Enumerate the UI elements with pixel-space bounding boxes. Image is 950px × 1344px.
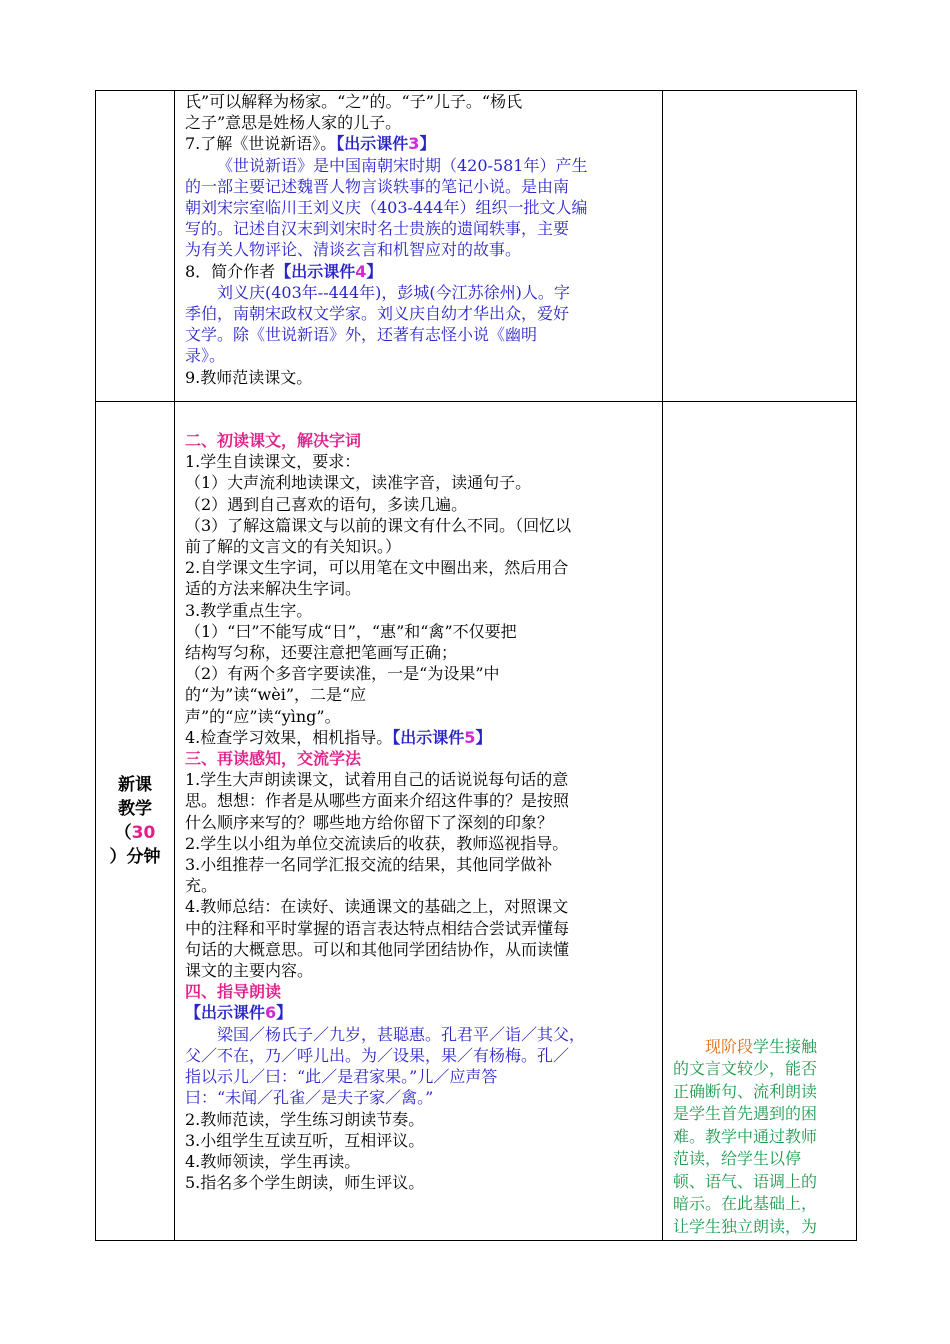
content-cell-intro [175, 91, 663, 402]
text-line: 中的注释和平时掌握的语言表达特点相结合尝试弄懂每 [185, 918, 570, 938]
text-line: 1.学生大声朗读课文，试着用自己的话说说每句话的意 [185, 770, 569, 790]
courseware-tag: 【出示课件3】 [336, 134, 436, 154]
shishuo-paragraph-line: 的一部主要记述魏晋人物言谈轶事的笔记小说。是由南 [185, 176, 570, 196]
table-row [96, 91, 857, 402]
section-heading: 四、指导朗读 [185, 982, 282, 1002]
text-line: 思。想想：作者是从哪些方面来介绍这件事的？是按照 [185, 791, 570, 811]
shishuo-paragraph-line: 为有关人物评论、清谈玄言和机智应对的故事。 [185, 240, 522, 260]
text-line: 氏”可以解释为杨家。“之”的。“子”儿子。“杨氏 [185, 92, 523, 111]
text-line: （3）了解这篇课文与以前的课文有什么不同。（回忆以 [185, 515, 572, 535]
author-paragraph-line: 文学。除《世说新语》外，还著有志怪小说《幽明 [185, 325, 538, 345]
section-heading: 三、再读感知，交流学法 [185, 749, 362, 769]
courseware-tag: 【出示课件5】 [392, 727, 492, 747]
table-row [96, 402, 857, 1241]
text-line: 4.教师总结：在读好、读通课文的基础之上，对照课文 [185, 897, 569, 917]
shishuo-paragraph-line: 写的。记述自汉末到刘宋时名士贵族的遗闻轶事，主要 [185, 219, 570, 239]
text-line: 前了解的文言文的有关知识。） [185, 537, 402, 557]
note-cell-empty [663, 91, 857, 402]
text-line: （1）“曰”不能写成“日”，“惠”和“禽”不仅要把 [185, 621, 517, 641]
shishuo-paragraph-line: 朝刘宋宗室临川王刘义庆（403-444年）组织一批文人编 [185, 198, 588, 218]
reading-line: 曰：“未闻／孔雀／是夫子家／禽。” [185, 1088, 434, 1108]
text-line: （1）大声流利地读课文，读准字音，读通句子。 [185, 473, 532, 493]
author-paragraph-line: 录》。 [185, 346, 226, 366]
text-line: 5.指名多个学生朗读，师生评议。 [185, 1173, 425, 1193]
section-heading: 二、初读课文，解决字词 [185, 431, 362, 450]
text-line: 2.教师范读，学生练习朗读节奏。 [185, 1109, 425, 1129]
note-cell [663, 402, 857, 1241]
text-line: （2）有两个多音字要读准，一是“为设果”中 [185, 664, 500, 684]
text-line: 适的方法来解决生字词。 [185, 579, 362, 599]
text-line: 3.小组学生互读互听，互相评议。 [185, 1130, 425, 1150]
text-line: 之子”意思是姓杨人家的儿子。 [185, 113, 402, 133]
stage-cell-empty [96, 91, 175, 402]
teaching-note: 现阶段学生接触 的文言文较少，能否 正确断句、流利朗读 是学生首先遇到的困 难。教学中通过教师 范读，给学生以停 顿、语气、语调上的 暗示。在此基础上， 让学生独立朗读，为 [673, 1036, 818, 1236]
text-line: （2）遇到自己喜欢的语句，多读几遍。 [185, 494, 468, 514]
author-paragraph-line: 刘义庆(403年--444年)，彭城(今江苏徐州)人。字 [217, 282, 570, 302]
text-line: 4.教师领读，学生再读。 [185, 1151, 361, 1171]
content-cell-main [175, 402, 663, 1241]
text-line: 句话的大概意思。可以和其他同学团结协作，从而读懂 [185, 939, 570, 959]
courseware-tag: 【出示课件6】 [185, 1003, 293, 1023]
stage-cell [96, 402, 175, 1241]
text-line: 的“为”读“wèi”，二是“应 [185, 685, 367, 705]
item-9: 9.教师范读课文。 [185, 367, 313, 387]
author-paragraph-line: 季伯，南朝宋政权文学家。刘义庆自幼才华出众，爱好 [185, 304, 570, 324]
text-line: 什么顺序来写的？哪些地方给你留下了深刻的印象？ [185, 812, 554, 832]
text-line: 1.学生自读课文，要求： [185, 452, 361, 472]
item-8: 8．简介作者【出示课件4】 [185, 261, 383, 281]
reading-line: 梁国／杨氏子／九岁，甚聪惠。孔君平／诣／其父， [217, 1024, 586, 1044]
item-7: 7.了解《世说新语》。【出示课件3】 [185, 134, 436, 154]
text-line: 2.学生以小组为单位交流读后的收获，教师巡视指导。 [185, 833, 569, 853]
shishuo-paragraph-line: 《世说新语》是中国南朝宋时期（420-581年）产生 [217, 155, 588, 175]
reading-line: 指以示儿／曰：“此／是君家果。”儿／应声答 [185, 1067, 498, 1087]
stage-label: 新课 教学 （30 ）分钟 [109, 775, 161, 867]
text-line: 3.小组推荐一名同学汇报交流的结果，其他同学做补 [185, 855, 553, 875]
text-line: 充。 [185, 876, 218, 896]
text-line: 声”的“应”读“yìng”。 [185, 706, 341, 726]
lesson-plan-table [95, 90, 857, 1241]
text-line: 结构写匀称，还要注意把笔画写正确； [185, 643, 458, 663]
text-line: 课文的主要内容。 [185, 961, 314, 981]
item-4: 4.检查学习效果，相机指导。【出示课件5】 [185, 727, 492, 747]
text-line: 2.自学课文生字词，可以用笔在文中圈出来，然后用合 [185, 558, 569, 578]
courseware-tag: 【出示课件4】 [275, 261, 383, 281]
text-line: 3.教学重点生字。 [185, 600, 313, 620]
reading-line: 父／不在，乃／呼儿出。为／设果，果／有杨梅。孔／ [185, 1045, 570, 1065]
